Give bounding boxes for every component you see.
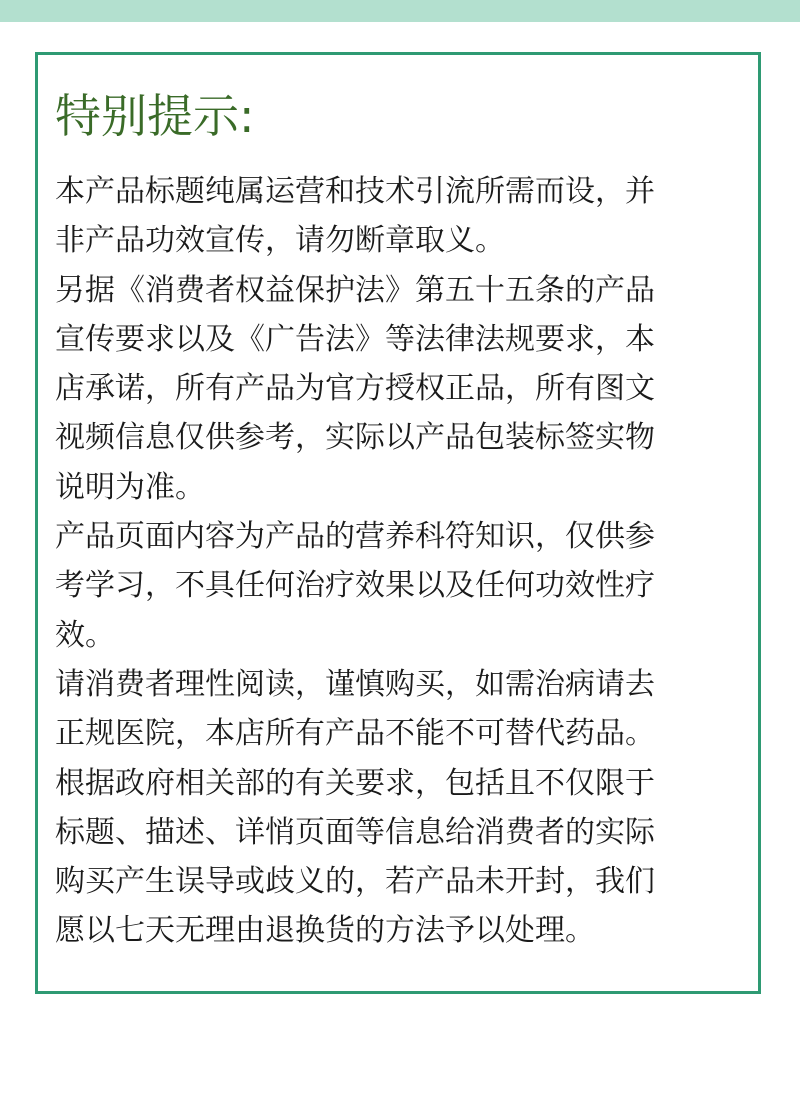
notice-line: 宣传要求以及《广告法》等法律法规要求，本 bbox=[55, 321, 655, 357]
notice-line: 效。 bbox=[55, 617, 115, 653]
notice-line: 根据政府相关部的有关要求，包括且不仅限于 bbox=[55, 765, 655, 801]
notice-line: 考学习，不具任何治疗效果以及任何功效性疗 bbox=[55, 568, 655, 604]
notice-line: 购买产生误导或歧义的，若产品未开封，我们 bbox=[55, 864, 655, 900]
notice-line: 产品页面内容为产品的营养科符知识，仅供参 bbox=[55, 519, 655, 555]
notice-line: 本产品标题纯属运营和技术引流所需而设，并 bbox=[55, 174, 655, 209]
notice-box bbox=[35, 52, 761, 994]
notice-line: 正规医院，本店所有产品不能不可替代药品。 bbox=[55, 716, 655, 752]
notice-line: 店承诺，所有产品为官方授权正品，所有图文 bbox=[55, 371, 655, 407]
notice-line: 愿以七天无理由退换货的方法予以处理。 bbox=[55, 913, 595, 949]
notice-body bbox=[55, 167, 745, 956]
notice-line: 标题、描述、详悄页面等信息给消费者的实际 bbox=[55, 814, 655, 850]
notice-line: 视频信息仅供参考，实际以产品包装标签实物 bbox=[55, 420, 655, 456]
notice-title: 特别提示: bbox=[55, 89, 255, 143]
notice-line: 说明为准。 bbox=[55, 469, 205, 505]
notice-line: 请消费者理性阅读，谨慎购买，如需治病请去 bbox=[55, 666, 655, 702]
top-decor-band bbox=[0, 0, 800, 22]
notice-line: 非产品功效宣传，请勿断章取义。 bbox=[55, 223, 505, 259]
notice-line: 另据《消费者权益保护法》第五十五条的产品 bbox=[55, 272, 655, 308]
